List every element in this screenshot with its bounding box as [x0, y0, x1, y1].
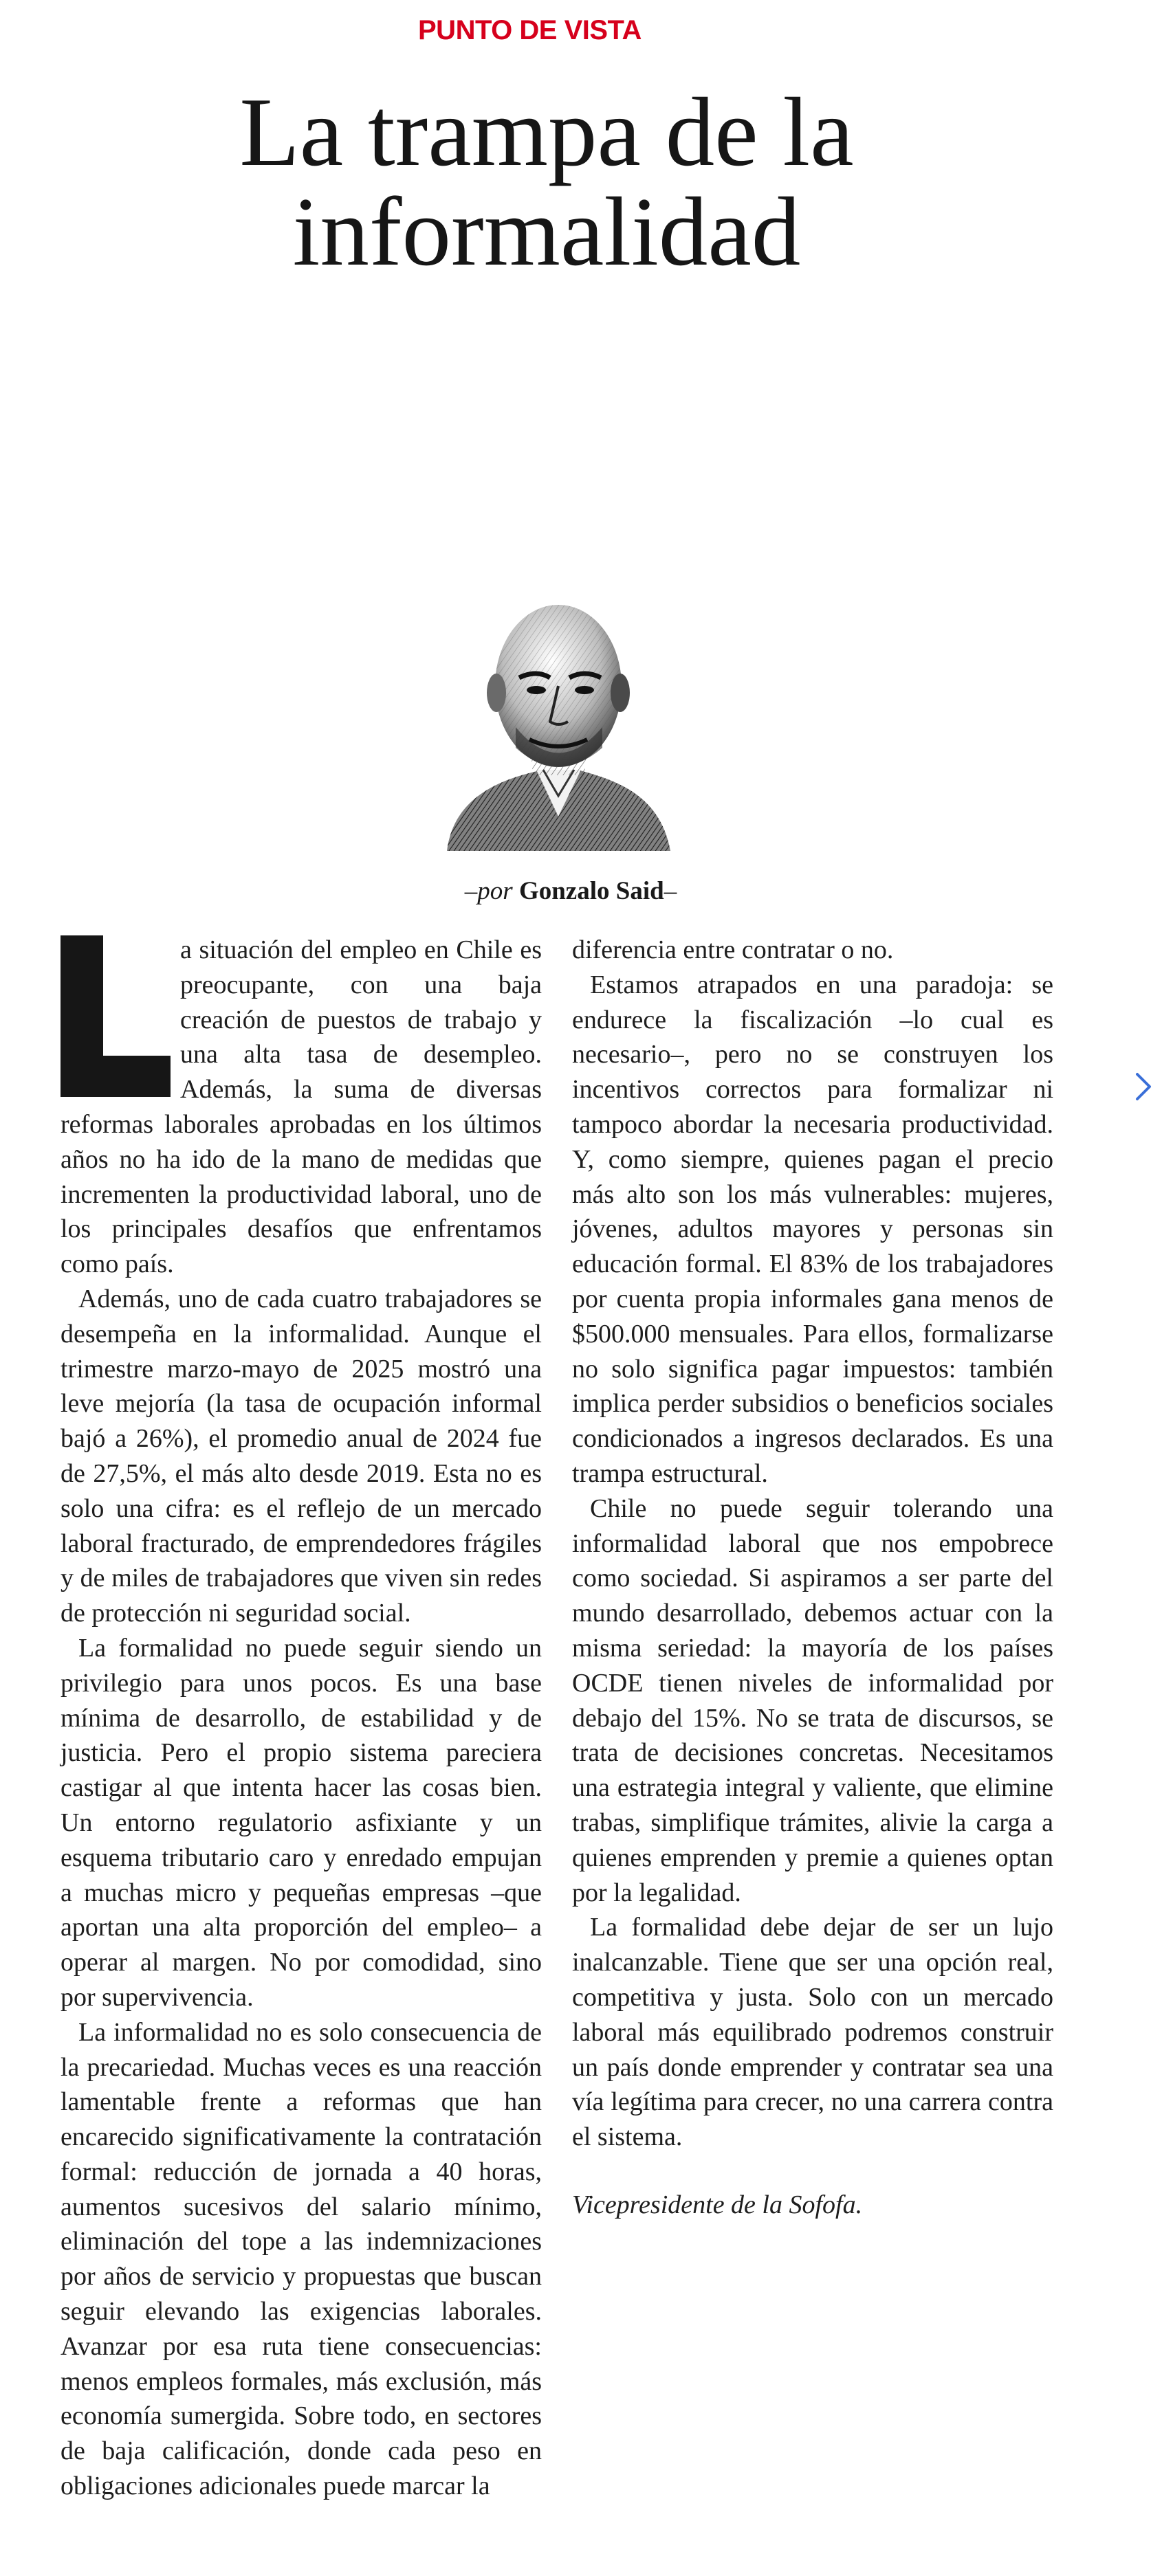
- paragraph-2: Además, uno de cada cuatro trabajadores se desempeña en la informalidad. Aunque el trimestre marzo-mayo de 2025 mostró una leve mejoría (la tasa de ocupación informal bajó a 26%), el promedio anual de 2024 fue de 27,5%, el más alto desde 2019. Esta no es solo una cifra: es el reflejo de un mercado laboral fracturado, de emprendedores frágiles y de miles de trabajadores que viven sin redes de protección ni seguridad social.: [61, 1284, 542, 1628]
- byline: [0, 876, 1141, 906]
- paragraph-1: [61, 933, 542, 1282]
- paragraph-6: Chile no puede seguir tolerando una informalidad laboral que nos empobrece como sociedad. Si aspiramos a ser parte del mundo desarrollado, debemos actuar con la misma seriedad: la mayoría de los países OCDE tienen niveles de informalidad por debajo del 15%. No se trata de discursos, se trata de decisiones concretas. Necesitamos una estrategia integral y valiente, que elimine trabas, simplifique trámites, alivie la carga a quienes emprenden y premie a quienes optan por la legalidad.: [572, 1494, 1053, 1907]
- author-name: Gonzalo Said: [518, 877, 664, 905]
- section-label: PUNTO DE VISTA: [418, 15, 642, 45]
- author-signature: Vicepresidente de la Sofofa.: [572, 2190, 863, 2219]
- author-portrait: [440, 590, 674, 851]
- paragraph-3: La formalidad no puede seguir siendo un privilegio para unos pocos. Es una base mínima de desarrollo, de estabilidad y de justicia. Pero el propio sistema pareciera castigar al que intenta hacer las cosas bien. Un entorno regulatorio asfixiante y un esquema tributario caro y enredado empujan a muchas micro y pequeñas empresas –que aportan una alta proporción del empleo– a operar al margen. No por comodidad, sino por supervivencia.: [61, 1633, 542, 2012]
- byline-suffix: –: [664, 877, 677, 905]
- paragraph-7: La formalidad debe dejar de ser un lujo inalcanzable. Tiene que ser una opción real, competitiva y justa. Solo con un mercado laboral más equilibrado podremos construir un país donde emprender y contratar sea una vía legítima para crecer, no una carrera contra el sistema.: [572, 1913, 1053, 2152]
- paragraph-1-text: a situación del empleo en Chile es preocupante, con una baja creación de puestos de trabajo y una alta tasa de desempleo. Además, la suma de diversas reformas laborales aprobadas en los últimos años no ha ido de la mano de medidas que incrementen la productividad laboral, uno de los principales desafíos que enfrentamos como país.: [61, 935, 542, 1279]
- dropcap: [61, 935, 171, 1097]
- headline-line-2: informalidad: [292, 177, 801, 286]
- byline-prefix: –por: [464, 877, 519, 905]
- paragraph-4: La informalidad no es solo consecuencia de la precariedad. Muchas veces es una reacción lamentable frente a reformas que han encarecido significativamente la contratación formal: reducción de jornada a 40 horas, aumentos sucesivos del salario mínimo, eliminación del tope a las indemnizaciones por años de servicio y propuestas que buscan seguir elevando las exigencias laborales. Avanzar por esa ruta tiene consecuencias: menos empleos formales, más exclusión, más economía sumergida. Sobre todo, en sectores de baja calificación, donde cada peso en obligaciones adicionales puede marcar la: [61, 2017, 542, 2501]
- article-column-right: [572, 933, 1053, 2223]
- chevron-right-icon: [1133, 1072, 1154, 1102]
- headline-line-1: La trampa de la: [239, 78, 854, 186]
- headline: [0, 78, 1093, 286]
- paragraph-4-continued: diferencia entre contratar o no.: [572, 935, 894, 964]
- next-page-button[interactable]: [1128, 1069, 1159, 1104]
- paragraph-5: Estamos atrapados en una paradoja: se endurece la fiscalización –lo cual es necesario–, pero no se construyen los incentivos correctos para formalizar ni tampoco abordar la necesaria productividad. Y, como siempre, quienes pagan el precio más alto son los más vulnerables: mujeres, jóvenes, adultos mayores y personas sin educación formal. El 83% de los trabajadores por cuenta propia informales gana menos de $500.000 mensuales. Para ellos, formalizarse no solo significa pagar impuestos: también implica perder subsidios o beneficios sociales condicionados a ingresos declarados. Es una trampa estructural.: [572, 970, 1053, 1488]
- article-column-left: [61, 933, 542, 2504]
